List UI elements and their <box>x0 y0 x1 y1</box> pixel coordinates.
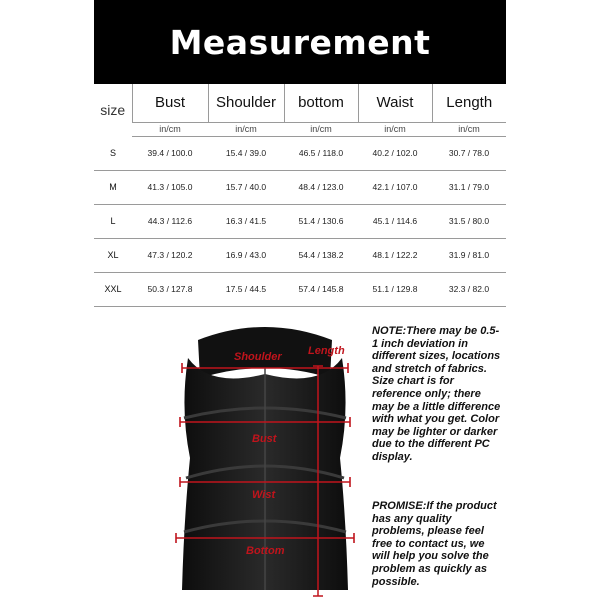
vest-drawing <box>170 318 360 600</box>
shoulder-cell: 15.4 / 39.0 <box>208 136 284 170</box>
column-header-shoulder: Shoulder <box>208 84 284 122</box>
waist-cell: 45.1 / 114.6 <box>358 204 432 238</box>
title-banner <box>94 0 506 84</box>
waist-cell: 42.1 / 107.0 <box>358 170 432 204</box>
length-label: Length <box>308 345 345 357</box>
bottom-label: Bottom <box>246 545 285 557</box>
shoulder-cell: 17.5 / 44.5 <box>208 272 284 306</box>
length-arrow <box>310 364 326 598</box>
unit-cell: in/cm <box>208 122 284 136</box>
size-cell: XXL <box>94 272 132 306</box>
bottom-cell: 48.4 / 123.0 <box>284 170 358 204</box>
waist-cell: 48.1 / 122.2 <box>358 238 432 272</box>
bottom-cell: 54.4 / 138.2 <box>284 238 358 272</box>
column-header-bottom: bottom <box>284 84 358 122</box>
table-header-row <box>94 84 506 122</box>
unit-cell: in/cm <box>284 122 358 136</box>
length-cell: 31.9 / 81.0 <box>432 238 506 272</box>
bottom-cell: 46.5 / 118.0 <box>284 136 358 170</box>
table-row <box>94 170 506 204</box>
table-row <box>94 272 506 306</box>
table-row <box>94 136 506 170</box>
size-cell: M <box>94 170 132 204</box>
size-cell: L <box>94 204 132 238</box>
length-cell: 31.5 / 80.0 <box>432 204 506 238</box>
bust-cell: 39.4 / 100.0 <box>132 136 208 170</box>
shoulder-cell: 16.3 / 41.5 <box>208 204 284 238</box>
waist-cell: 40.2 / 102.0 <box>358 136 432 170</box>
waist-label: Wist <box>252 489 276 501</box>
unit-cell: in/cm <box>132 122 208 136</box>
vest-illustration <box>170 318 360 600</box>
shoulder-label: Shoulder <box>234 351 282 363</box>
size-cell: S <box>94 136 132 170</box>
waist-cell: 51.1 / 129.8 <box>358 272 432 306</box>
shoulder-cell: 15.7 / 40.0 <box>208 170 284 204</box>
bottom-cell: 51.4 / 130.6 <box>284 204 358 238</box>
length-cell: 31.1 / 79.0 <box>432 170 506 204</box>
size-cell: XL <box>94 238 132 272</box>
bust-label: Bust <box>252 433 277 445</box>
table-row <box>94 238 506 272</box>
size-column-header: size <box>100 102 126 118</box>
bust-cell: 41.3 / 105.0 <box>132 170 208 204</box>
length-cell: 32.3 / 82.0 <box>432 272 506 306</box>
bust-cell: 50.3 / 127.8 <box>132 272 208 306</box>
bust-cell: 44.3 / 112.6 <box>132 204 208 238</box>
unit-cell: in/cm <box>358 122 432 136</box>
page-title: Measurement <box>169 22 431 62</box>
column-header-bust: Bust <box>132 84 208 122</box>
unit-row <box>94 122 506 136</box>
bust-cell: 47.3 / 120.2 <box>132 238 208 272</box>
unit-cell-empty <box>94 122 132 136</box>
promise-text: PROMISE:If the product has any quality problems, please feel free to contact us, we will help you solve the problem as quickly as possible. <box>372 500 497 588</box>
shoulder-cell: 16.9 / 43.0 <box>208 238 284 272</box>
unit-cell: in/cm <box>432 122 506 136</box>
column-header-waist: Waist <box>358 84 432 122</box>
bottom-cell: 57.4 / 145.8 <box>284 272 358 306</box>
note-text: NOTE:There may be 0.5-1 inch deviation in different sizes, locations and stretch of fabrics. Size chart is for reference only; there may be a little difference with what you get. Color may be lighter or darker due to the different PC display. <box>372 325 501 463</box>
length-cell: 30.7 / 78.0 <box>432 136 506 170</box>
column-header-length: Length <box>432 84 506 122</box>
table-row <box>94 204 506 238</box>
size-chart-table <box>94 84 506 307</box>
